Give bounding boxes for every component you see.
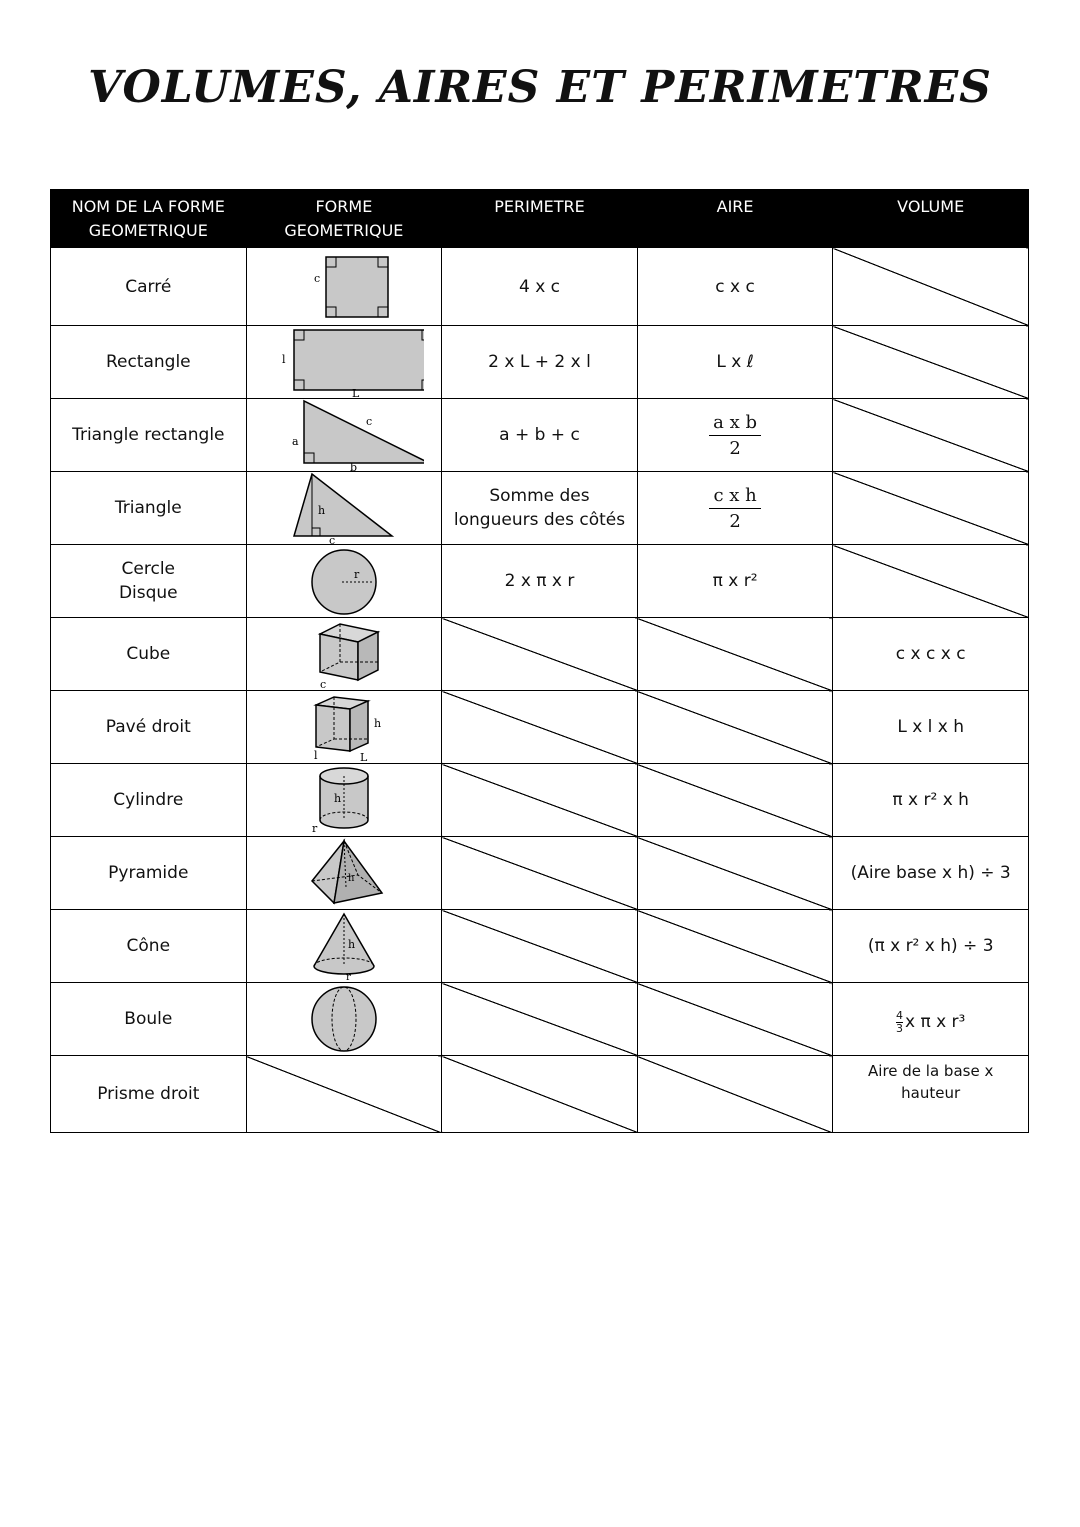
- area-cell: c x c: [637, 248, 833, 326]
- shape-name: Rectangle: [51, 326, 247, 399]
- pyramid-icon: [294, 837, 394, 909]
- area-cell-empty: [637, 691, 833, 764]
- volume-cell-empty: [833, 545, 1029, 618]
- table-row: [51, 399, 1029, 472]
- area-cell-empty: [637, 1056, 833, 1133]
- shape-name: Pyramide: [51, 837, 247, 910]
- page-title: VOLUMES, AIRES ET PERIMETRES: [88, 62, 992, 113]
- perimeter-cell-empty: [442, 1056, 638, 1133]
- perimeter-cell: 2 x L + 2 x l: [442, 326, 638, 399]
- volume-cell: L x l x h: [833, 691, 1029, 764]
- svg-text:h: h: [317, 504, 325, 517]
- area-cell-empty: [637, 618, 833, 691]
- volume-cell-empty: [833, 472, 1029, 545]
- square-icon: [284, 252, 404, 322]
- area-cell: [637, 399, 833, 472]
- perimeter-cell-empty: [442, 910, 638, 983]
- shape-name: Cube: [51, 618, 247, 691]
- area-fraction: $\frac{\text{a x b}}{2}$: [709, 412, 761, 459]
- perimeter-cell: 4 x c: [442, 248, 638, 326]
- shape-figure: [246, 399, 442, 472]
- svg-text:h: h: [373, 717, 381, 730]
- svg-text:a: a: [291, 435, 299, 448]
- formulas-table: [50, 189, 1029, 1133]
- area-fraction: $\frac{\text{c x h}}{2}$: [709, 485, 760, 532]
- shape-figure: [246, 545, 442, 618]
- svg-text:b: b: [349, 461, 357, 471]
- perimeter-cell-empty: [442, 691, 638, 764]
- table-row: [51, 545, 1029, 618]
- shape-figure: [246, 326, 442, 399]
- svg-text:l: l: [313, 749, 318, 762]
- triangle-icon: [274, 472, 414, 544]
- header-row: [51, 190, 1029, 248]
- svg-text:h: h: [347, 938, 355, 951]
- volume-cell: Aire de la base x hauteur: [833, 1056, 1029, 1133]
- shape-figure: [246, 910, 442, 983]
- area-cell-empty: [637, 764, 833, 837]
- svg-text:r: r: [353, 568, 360, 581]
- cube-icon: [294, 618, 394, 690]
- shape-figure: [246, 618, 442, 691]
- table-row: [51, 472, 1029, 545]
- shape-name: Triangle: [51, 472, 247, 545]
- table-row: [51, 326, 1029, 399]
- sphere-icon: [304, 984, 384, 1054]
- svg-text:h: h: [333, 792, 341, 805]
- shape-figure: [246, 248, 442, 326]
- volume-cell-empty: [833, 326, 1029, 399]
- cone-icon: [294, 910, 394, 982]
- shape-name: Cône: [51, 910, 247, 983]
- perimeter-cell-empty: [442, 983, 638, 1056]
- table-row: [51, 764, 1029, 837]
- area-cell: L x ℓ: [637, 326, 833, 399]
- area-cell-empty: [637, 983, 833, 1056]
- cuboid-icon: [294, 691, 394, 763]
- table-row: [51, 910, 1029, 983]
- volume-cell: π x r² x h: [833, 764, 1029, 837]
- table-row: [51, 983, 1029, 1056]
- rectangle-icon: [264, 327, 424, 397]
- svg-text:c: c: [319, 678, 327, 690]
- area-cell: π x r²: [637, 545, 833, 618]
- shape-name: Cylindre: [51, 764, 247, 837]
- table-row: [51, 248, 1029, 326]
- area-cell-empty: [637, 837, 833, 910]
- svg-text:L: L: [351, 387, 360, 397]
- svg-text:c: c: [313, 271, 321, 285]
- header-perimeter: PERIMETRE: [442, 190, 638, 248]
- shape-name: Prisme droit: [51, 1056, 247, 1133]
- shape-figure: [246, 837, 442, 910]
- svg-text:c: c: [365, 415, 373, 428]
- perimeter-cell: Somme des longueurs des côtés: [442, 472, 638, 545]
- volume-cell-empty: [833, 248, 1029, 326]
- header-volume: VOLUME: [833, 190, 1029, 248]
- shape-name: Triangle rectangle: [51, 399, 247, 472]
- area-cell: [637, 472, 833, 545]
- perimeter-cell-empty: [442, 618, 638, 691]
- volume-cell: 4 3 x π x r³: [833, 983, 1029, 1056]
- table-row: [51, 837, 1029, 910]
- header-area: AIRE: [637, 190, 833, 248]
- shape-figure: [246, 472, 442, 545]
- perimeter-cell: a + b + c: [442, 399, 638, 472]
- table-row: [51, 618, 1029, 691]
- svg-text:r: r: [311, 822, 318, 835]
- svg-text:L: L: [359, 751, 368, 763]
- perimeter-cell-empty: [442, 764, 638, 837]
- table-row: [51, 1056, 1029, 1133]
- svg-text:r: r: [345, 972, 351, 982]
- shape-name: Pavé droit: [51, 691, 247, 764]
- svg-text:c: c: [328, 534, 336, 544]
- shape-figure: [246, 764, 442, 837]
- circle-icon: [304, 546, 384, 616]
- table-row: [51, 691, 1029, 764]
- volume-cell: c x c x c: [833, 618, 1029, 691]
- volume-cell: (π x r² x h) ÷ 3: [833, 910, 1029, 983]
- header-shape: FORME GEOMETRIQUE: [246, 190, 442, 248]
- shape-name: Cercle Disque: [51, 545, 247, 618]
- perimeter-cell: 2 x π x r: [442, 545, 638, 618]
- svg-text:h: h: [347, 873, 355, 884]
- area-cell-empty: [637, 910, 833, 983]
- header-name: NOM DE LA FORME GEOMETRIQUE: [51, 190, 247, 248]
- shape-figure: [246, 691, 442, 764]
- shape-name: Boule: [51, 983, 247, 1056]
- perimeter-cell-empty: [442, 837, 638, 910]
- shape-figure-empty: [246, 1056, 442, 1133]
- shape-name: Carré: [51, 248, 247, 326]
- volume-cell-empty: [833, 399, 1029, 472]
- volume-cell: (Aire base x h) ÷ 3: [833, 837, 1029, 910]
- shape-figure: [246, 983, 442, 1056]
- right-triangle-icon: [264, 399, 424, 471]
- svg-text:l: l: [281, 353, 286, 366]
- cylinder-icon: [294, 764, 394, 836]
